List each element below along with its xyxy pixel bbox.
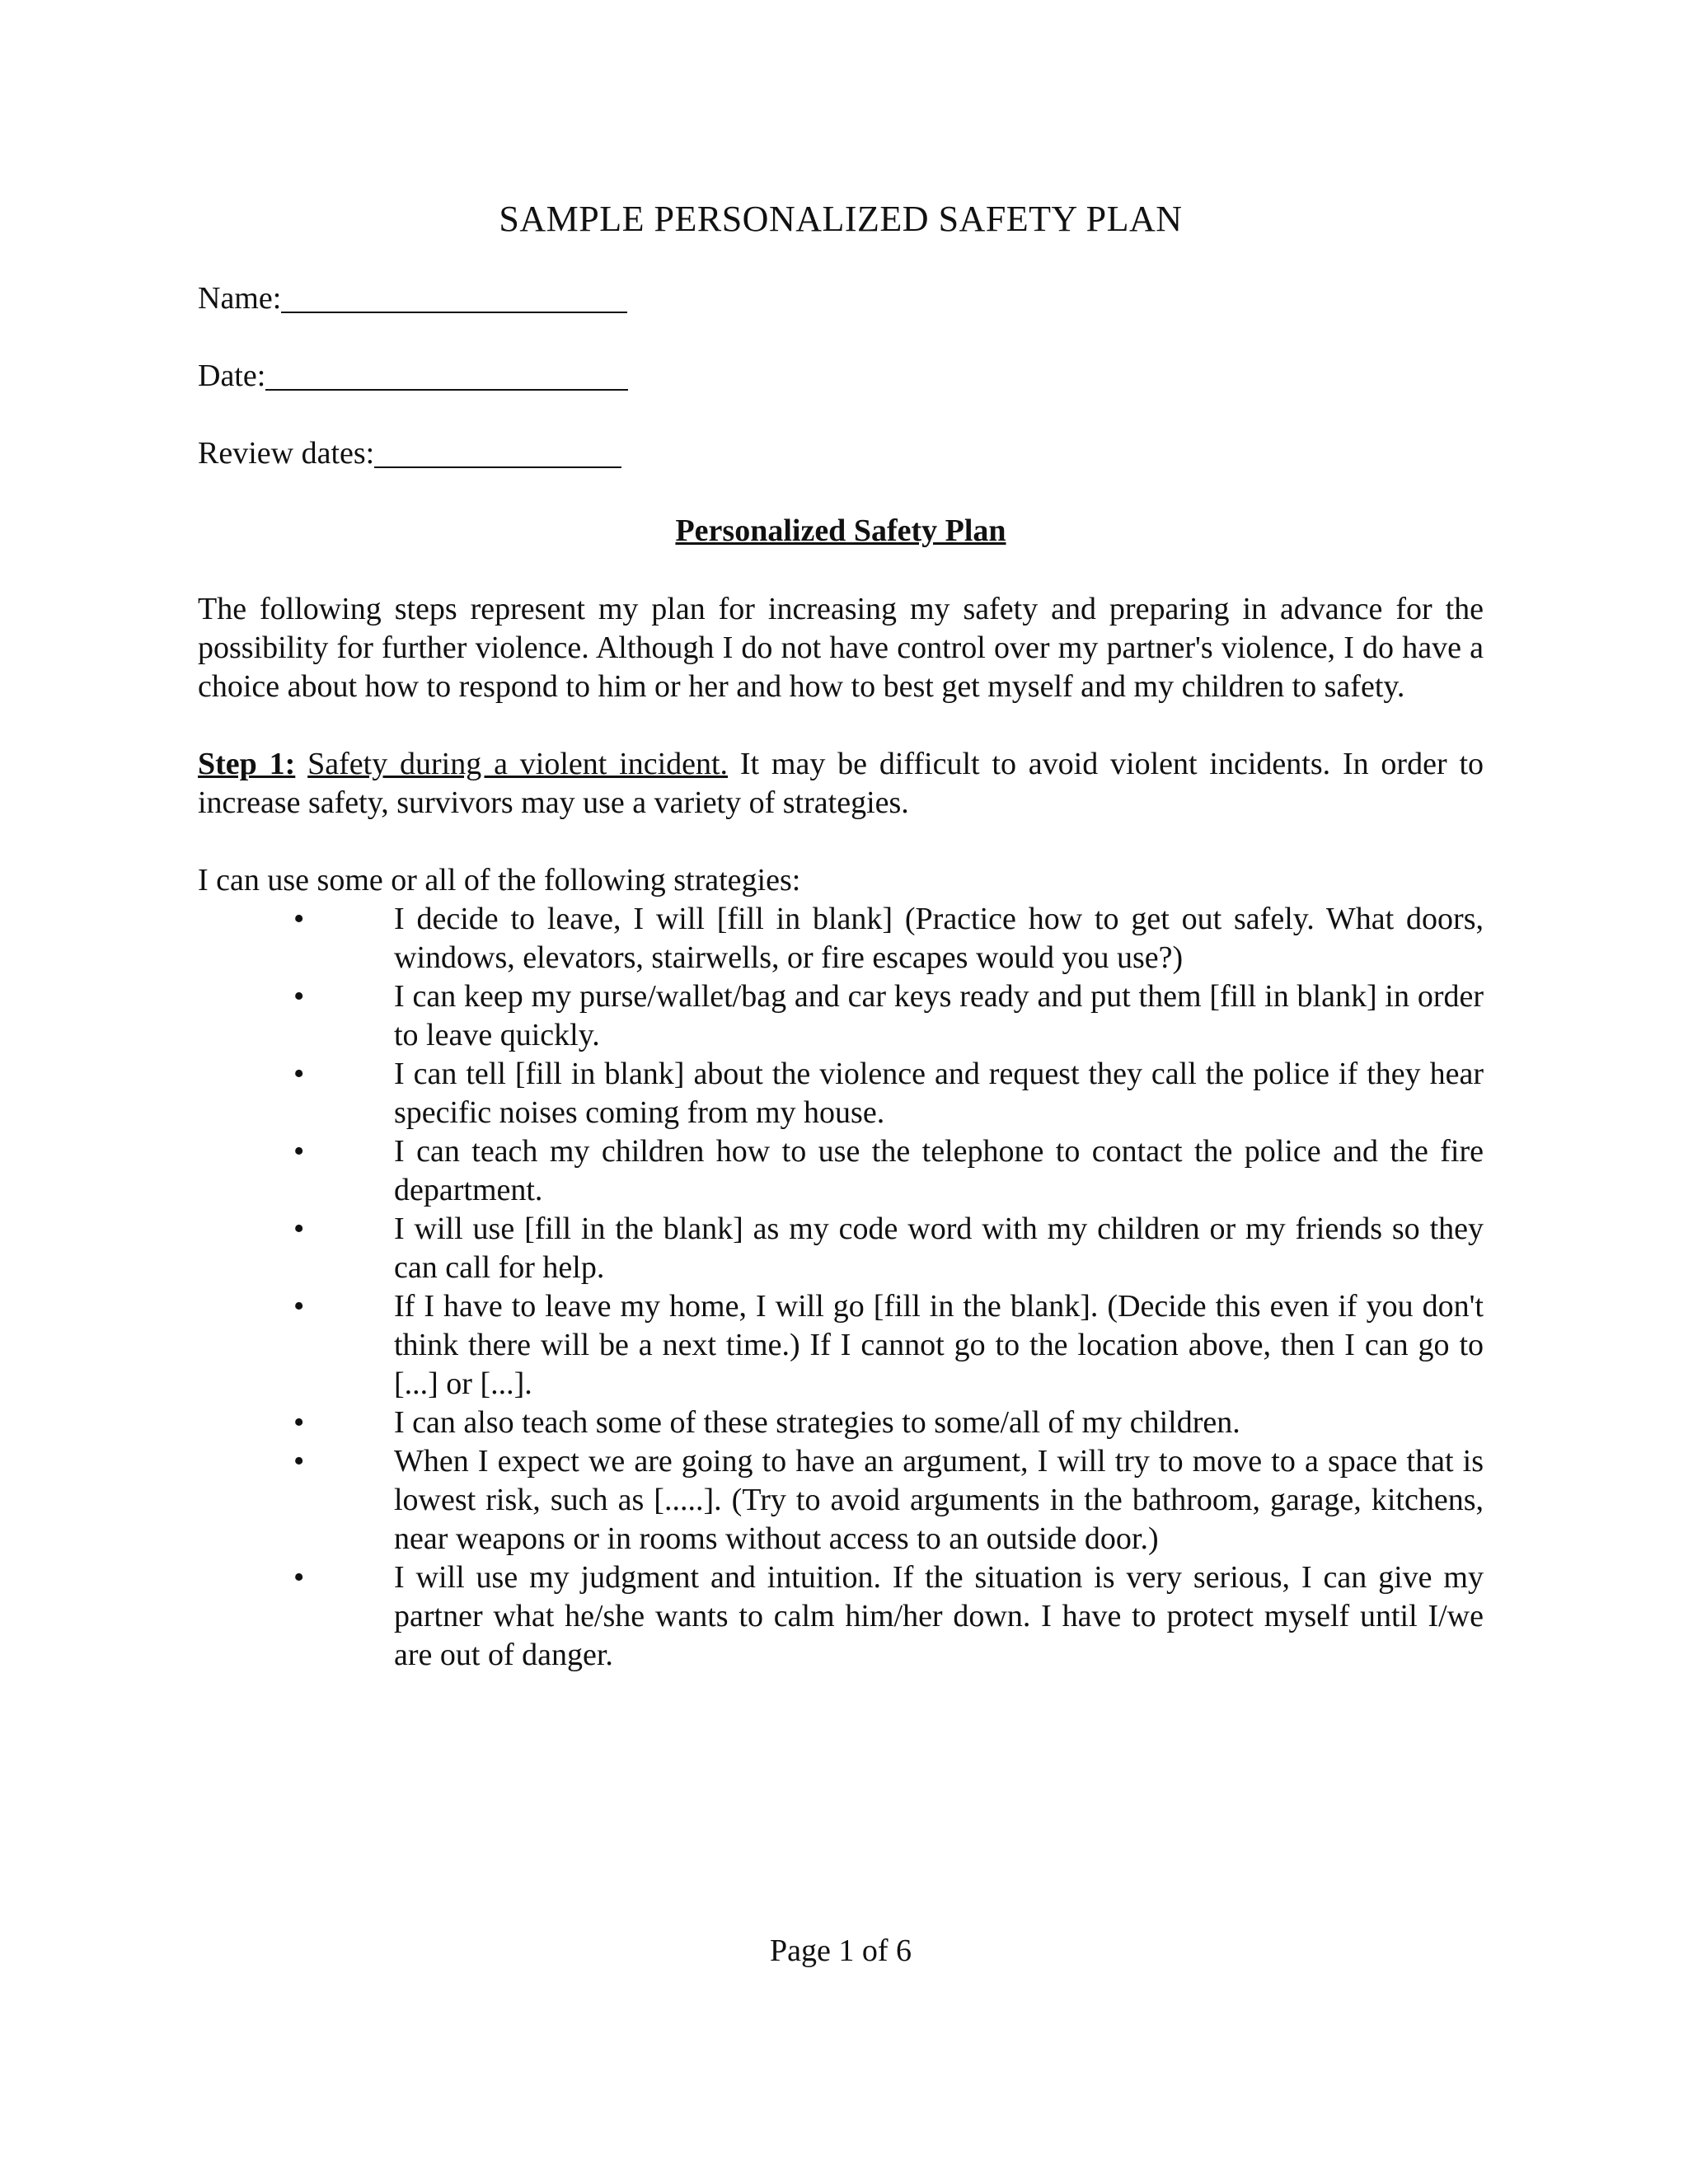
list-item: • If I have to leave my home, I will go [fill in the blank]. (Decide this even if you don't think there will be a next time.) If I cannot go to the location above, then I can go to [...] or [...]. [293, 1289, 1484, 1401]
strategies-label: I can use some or all of the following strategies: [198, 863, 801, 898]
page-number: Page 1 of 6 [769, 1933, 912, 1968]
step1-label: Step 1: [198, 747, 296, 781]
intro-paragraph: The following steps represent my plan for increasing my safety and preparing in advance for the possibility for further violence. Although I do not have control over my partner's violence, I do have a choice about how to respond to him or her and how to best get myself and my children to safety. [198, 592, 1484, 704]
date-blank-line[interactable] [265, 359, 628, 391]
list-item: • I can teach my children how to use the telephone to contact the police and the fire department. [293, 1134, 1484, 1207]
list-item: • I will use my judgment and intuition. If the situation is very serious, I can give my partner what he/she wants to calm him/her down. I have to protect myself until I/we are out of danger. [293, 1560, 1484, 1672]
bullet-icon: • [293, 979, 305, 1014]
bullet-icon: • [293, 1289, 305, 1324]
section-heading: Personalized Safety Plan [675, 513, 1006, 548]
list-item: • I decide to leave, I will [fill in blank] (Practice how to get out safely. What doors, windows, elevators, stairwells, or fire escapes would you use?) [293, 902, 1484, 975]
step1-paragraph [198, 745, 1484, 823]
review-dates-blank-line[interactable] [374, 437, 621, 468]
document-title: SAMPLE PERSONALIZED SAFETY PLAN [499, 199, 1183, 239]
date-field [198, 358, 628, 394]
date-label: Date: [198, 359, 266, 393]
name-blank-line[interactable] [281, 282, 627, 313]
list-item: • I can also teach some of these strategies to some/all of my children. [198, 1404, 1484, 1442]
list-item: • I can keep my purse/wallet/bag and car keys ready and put them [fill in blank] in order to leave quickly. [293, 979, 1484, 1052]
name-field [198, 280, 627, 316]
bullet-icon: • [293, 902, 305, 936]
review-dates-label: Review dates: [198, 436, 375, 471]
step1-subtitle: Safety during a violent incident. [307, 747, 729, 781]
bullet-icon: • [293, 1134, 305, 1169]
list-item: • When I expect we are going to have an argument, I will try to move to a space that is lowest risk, such as [.....]. (Try to avoid arguments in the bathroom, garage, kitchens, near weapons or in rooms without access to an outside door.) [293, 1444, 1484, 1556]
review-dates-field [198, 435, 621, 471]
list-item: • I will use [fill in the blank] as my code word with my children or my friends so they can call for help. [293, 1212, 1484, 1285]
name-label: Name: [198, 281, 282, 316]
bullet-icon: • [293, 1057, 305, 1091]
bullet-icon: • [293, 1560, 305, 1595]
bullet-icon: • [293, 1405, 305, 1440]
bullet-icon: • [293, 1212, 305, 1246]
bullet-icon: • [293, 1444, 305, 1479]
strategies-list [198, 900, 1484, 1675]
list-item: • I can tell [fill in blank] about the violence and request they call the police if they hear specific noises coming from my house. [293, 1057, 1484, 1130]
document-page [198, 0, 1484, 2184]
step1-text: It may be difficult to avoid violent incidents. In order to increase safety, survivors may use a variety of strategies. [198, 747, 1484, 820]
